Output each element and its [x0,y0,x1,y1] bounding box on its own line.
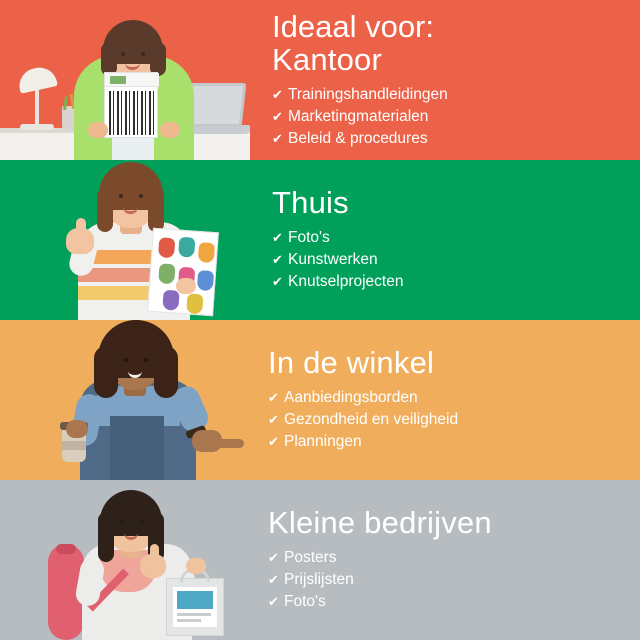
check-icon: ✔ [268,571,279,587]
list-item-label: Prijslijsten [284,570,354,588]
list-item-label: Beleid & procedures [288,129,428,147]
bag-card-text-line [177,619,201,622]
list-item [268,569,630,591]
retail-woman-hair-right [154,346,178,398]
business-woman-bag-hand [186,558,206,574]
check-icon: ✔ [268,593,279,609]
check-icon: ✔ [272,273,283,289]
list-item [272,227,630,249]
handprint [158,263,175,284]
handprint [186,293,203,314]
check-icon: ✔ [272,251,283,267]
list-item [272,106,630,128]
band-home-title: Thuis [272,185,349,221]
band-office-title: Kantoor [272,42,382,78]
woman-right-eye [141,52,145,56]
poster-overline: Ideaal voor: [272,9,434,45]
list-item [268,409,630,431]
photo-office-woman [0,0,250,160]
held-document [104,72,158,138]
thumbs-up-icon [150,544,159,560]
handprint [162,290,179,311]
band-home-bullets [272,227,630,293]
list-item-label: Posters [284,548,337,566]
band-office-text [250,0,640,160]
band-retail-title: In de winkel [268,345,435,381]
check-icon: ✔ [272,108,283,124]
list-item [268,547,630,569]
check-icon: ✔ [272,130,283,146]
list-item [268,387,630,409]
retail-woman-right-eye [144,358,148,362]
list-item-label: Kunstwerken [288,250,378,268]
list-item [268,591,630,613]
list-item-label: Aanbiedingsborden [284,388,418,406]
list-item [272,271,630,293]
business-woman-hair-left [98,512,114,562]
girl-right-eye [139,194,143,198]
list-item [272,84,630,106]
band-office [0,0,640,160]
band-home [0,160,640,320]
handprint [197,270,214,291]
coffee-cup-sleeve [62,441,86,450]
girl-hair-right [148,188,164,232]
woman-hair-right [150,42,166,76]
business-woman-right-eye [140,520,144,524]
list-item-label: Trainingshandleidingen [288,85,448,103]
business-woman-left-eye [120,520,124,524]
shopping-bag [166,578,224,636]
yoga-mat-core [56,544,76,554]
list-item-label: Knutselprojecten [288,272,404,290]
retail-woman-left-hand [66,420,88,438]
retail-woman-left-eye [124,358,128,362]
list-item-label: Planningen [284,432,362,450]
desk-lamp-shade [16,64,58,93]
list-item-label: Foto's [284,592,326,610]
document-barcode-lines [109,91,155,135]
band-small-business-bullets [268,547,630,613]
girl-left-eye [119,194,123,198]
thumbs-up-icon [76,218,86,234]
check-icon: ✔ [268,411,279,427]
photo-girl-artwork [0,160,250,320]
check-icon: ✔ [268,389,279,405]
girl-right-hand [176,278,196,294]
photo-woman-coffee [0,320,250,480]
handprint [158,237,175,258]
bag-card-text-line [177,613,211,616]
retail-woman-apron-bib [110,416,164,480]
check-icon: ✔ [272,86,283,102]
list-item-label: Marketingmaterialen [288,107,429,125]
check-icon: ✔ [268,549,279,565]
woman-right-hand [160,122,180,138]
woman-left-eye [121,52,125,56]
handprint [198,242,215,263]
handprint-artwork [147,228,219,316]
band-home-text [250,160,640,320]
bag-printed-card [173,587,217,627]
retail-woman-hair-left [94,346,118,398]
list-item [268,431,630,453]
list-item [272,128,630,150]
check-icon: ✔ [272,229,283,245]
check-icon: ✔ [268,433,279,449]
photo-woman-yogamat [0,480,250,640]
list-item-label: Foto's [288,228,330,246]
handprint [178,237,195,258]
woman-hair-left [101,42,117,76]
band-small-business-text [250,480,640,640]
band-office-bullets [272,84,630,150]
band-small-business [0,480,640,640]
pointing-finger-icon [214,439,244,448]
list-item [272,249,630,271]
band-retail-bullets [268,387,630,453]
band-small-business-title: Kleine bedrijven [268,505,492,541]
girl-hair-left [97,188,113,232]
document-logo [110,76,126,84]
list-item-label: Gezondheid en veiligheid [284,410,459,428]
band-retail [0,320,640,480]
woman-left-hand [88,122,108,138]
bag-card-image [177,591,213,609]
band-retail-text [250,320,640,480]
